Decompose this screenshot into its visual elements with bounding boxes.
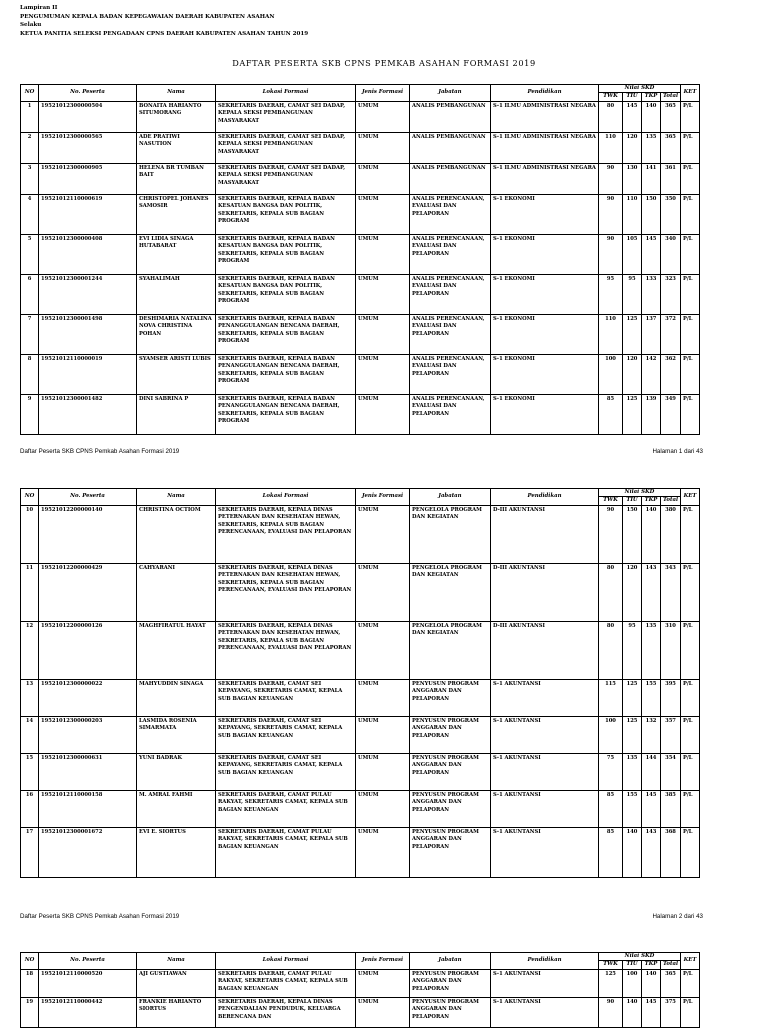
cell-lokasi: SEKRETARIS DAERAH, CAMAT SEI DADAP, KEPALA SEKSI PEMBANGUNAN MASYARAKAT <box>216 163 356 194</box>
cell-lokasi: SEKRETARIS DAERAH, CAMAT SEI KEPAYANG, SEKRETARIS CAMAT, KEPALA SUB BAGIAN KEUANGAN <box>216 716 356 753</box>
cell-no: 7 <box>21 314 39 354</box>
footer-page-number: Halaman 2 dari 43 <box>652 913 703 920</box>
cell-jenis: UMUM <box>356 194 410 234</box>
cell-tkp: 145 <box>642 234 661 274</box>
cell-pendidikan: S-1 AKUNTANSI <box>491 716 599 753</box>
footer-doc-title: Daftar Peserta SKB CPNS Pemkab Asahan Formasi 2019 <box>20 913 180 920</box>
cell-nama: CHRISTOPEL JOHANES SAMOSIR <box>137 194 216 234</box>
cell-no: 12 <box>21 621 39 679</box>
participant-table <box>20 84 700 435</box>
cell-tiu: 95 <box>623 621 642 679</box>
cell-tkp: 150 <box>642 194 661 234</box>
table-row <box>21 621 700 679</box>
cell-twk: 90 <box>599 163 623 194</box>
header-line-announcement: PENGUMUMAN KEPALA BADAN KEPEGAWAIAN DAERAH KABUPATEN ASAHAN <box>20 13 275 20</box>
cell-peserta: 19521012300000565 <box>39 132 137 163</box>
cell-no: 6 <box>21 274 39 314</box>
cell-twk: 90 <box>599 234 623 274</box>
cell-jabatan: PENYUSUN PROGRAM ANGGARAN DAN PELAPORAN <box>410 679 491 716</box>
cell-tkp: 145 <box>642 790 661 827</box>
col-header-total: Total <box>661 497 681 505</box>
cell-pendidikan: S-1 AKUNTANSI <box>491 790 599 827</box>
cell-total: 380 <box>661 505 681 563</box>
col-header-tkp: TKP <box>642 497 661 505</box>
cell-jabatan: PENYUSUN PROGRAM ANGGARAN DAN PELAPORAN <box>410 716 491 753</box>
col-header-education: Pendidikan <box>491 85 599 102</box>
cell-tkp: 145 <box>642 997 661 1027</box>
cell-total: 395 <box>661 679 681 716</box>
cell-jabatan: ANALIS PERENCANAAN, EVALUASI DAN PELAPORAN <box>410 234 491 274</box>
cell-jenis: UMUM <box>356 679 410 716</box>
cell-tiu: 110 <box>623 194 642 234</box>
cell-twk: 90 <box>599 194 623 234</box>
cell-lokasi: SEKRETARIS DAERAH, KEPALA DINAS PETERNAKAN DAN KESEHATAN HEWAN, SEKRETARIS, KEPALA SUB BAGIAN PERENCANAAN, EVALUASI DAN PELAPORAN <box>216 621 356 679</box>
cell-pendidikan: S-1 EKONOMI <box>491 194 599 234</box>
cell-pendidikan: D-III AKUNTANSI <box>491 505 599 563</box>
cell-jabatan: PENYUSUN PROGRAM ANGGARAN DAN PELAPORAN <box>410 790 491 827</box>
col-header-education: Pendidikan <box>491 489 599 506</box>
table-row <box>21 234 700 274</box>
cell-jabatan: ANALIS PEMBANGUNAN <box>410 132 491 163</box>
cell-no: 10 <box>21 505 39 563</box>
cell-nama: CAHYARANI <box>137 563 216 621</box>
cell-jenis: UMUM <box>356 827 410 877</box>
cell-pendidikan: S-1 AKUNTANSI <box>491 997 599 1027</box>
document-title: DAFTAR PESERTA SKB CPNS PEMKAB ASAHAN FORMASI 2019 <box>232 58 536 68</box>
cell-tiu: 135 <box>623 753 642 790</box>
cell-ket: P/L <box>681 997 700 1027</box>
cell-ket: P/L <box>681 314 700 354</box>
cell-total: 365 <box>661 132 681 163</box>
cell-tiu: 105 <box>623 234 642 274</box>
cell-nama: AJI GUSTIAWAN <box>137 969 216 997</box>
cell-tkp: 141 <box>642 163 661 194</box>
col-header-skd-score: Nilai SKD <box>599 85 681 93</box>
col-header-type: Jenis Formasi <box>356 953 410 970</box>
table-row <box>21 354 700 394</box>
cell-pendidikan: S-1 EKONOMI <box>491 274 599 314</box>
footer-doc-title: Daftar Peserta SKB CPNS Pemkab Asahan Formasi 2019 <box>20 448 180 455</box>
table-row <box>21 997 700 1027</box>
cell-tiu: 120 <box>623 354 642 394</box>
cell-lokasi: SEKRETARIS DAERAH, KEPALA DINAS PENGENDALIAN PENDUDUK, KELUARGA BERENCANA DAN <box>216 997 356 1027</box>
cell-lokasi: SEKRETARIS DAERAH, KEPALA BADAN KESATUAN BANGSA DAN POLITIK, SEKRETARIS, KEPALA SUB BAGIAN PROGRAM <box>216 194 356 234</box>
cell-peserta: 19521012200000429 <box>39 563 137 621</box>
col-header-no: NO <box>21 85 39 102</box>
col-header-skd-score: Nilai SKD <box>599 489 681 497</box>
cell-pendidikan: S-1 ILMU ADMINISTRASI NEGARA <box>491 132 599 163</box>
cell-peserta: 19521012110000619 <box>39 194 137 234</box>
cell-lokasi: SEKRETARIS DAERAH, KEPALA BADAN KESATUAN BANGSA DAN POLITIK, SEKRETARIS, KEPALA SUB BAGIAN PROGRAM <box>216 234 356 274</box>
cell-jabatan: ANALIS PERENCANAAN, EVALUASI DAN PELAPORAN <box>410 354 491 394</box>
cell-jabatan: ANALIS PERENCANAAN, EVALUASI DAN PELAPORAN <box>410 194 491 234</box>
cell-jabatan: ANALIS PERENCANAAN, EVALUASI DAN PELAPORAN <box>410 314 491 354</box>
cell-total: 385 <box>661 790 681 827</box>
cell-tkp: 140 <box>642 969 661 997</box>
cell-twk: 100 <box>599 354 623 394</box>
cell-jabatan: ANALIS PERENCANAAN, EVALUASI DAN PELAPORAN <box>410 274 491 314</box>
cell-pendidikan: S-1 EKONOMI <box>491 234 599 274</box>
cell-peserta: 19521012300001244 <box>39 274 137 314</box>
cell-total: 361 <box>661 163 681 194</box>
cell-nama: EVI LIDIA SINAGA HUTABARAT <box>137 234 216 274</box>
cell-no: 18 <box>21 969 39 997</box>
cell-ket: P/L <box>681 394 700 434</box>
cell-tkp: 137 <box>642 314 661 354</box>
cell-tiu: 120 <box>623 132 642 163</box>
cell-twk: 90 <box>599 505 623 563</box>
cell-lokasi: SEKRETARIS DAERAH, KEPALA DINAS PETERNAKAN DAN KESEHATAN HEWAN, SEKRETARIS, KEPALA SUB BAGIAN PERENCANAAN, EVALUASI DAN PELAPORAN <box>216 505 356 563</box>
cell-ket: P/L <box>681 969 700 997</box>
cell-total: 323 <box>661 274 681 314</box>
cell-nama: MAHYUDDIN SINAGA <box>137 679 216 716</box>
cell-jabatan: PENYUSUN PROGRAM ANGGARAN DAN PELAPORAN <box>410 997 491 1027</box>
cell-tiu: 125 <box>623 314 642 354</box>
cell-jabatan: PENYUSUN PROGRAM ANGGARAN DAN PELAPORAN <box>410 969 491 997</box>
cell-lokasi: SEKRETARIS DAERAH, CAMAT PULAU RAKYAT, SEKRETARIS CAMAT, KEPALA SUB BAGIAN KEUANGAN <box>216 790 356 827</box>
cell-jabatan: PENYUSUN PROGRAM ANGGARAN DAN PELAPORAN <box>410 753 491 790</box>
col-header-participant-number: No. Peserta <box>39 953 137 970</box>
cell-pendidikan: S-1 EKONOMI <box>491 354 599 394</box>
cell-tiu: 145 <box>623 101 642 132</box>
col-header-no: NO <box>21 489 39 506</box>
col-header-position: Jabatan <box>410 489 491 506</box>
table-row <box>21 563 700 621</box>
cell-nama: CHRISTINA OCTIOM <box>137 505 216 563</box>
cell-jabatan: PENGELOLA PROGRAM DAN KEGIATAN <box>410 621 491 679</box>
cell-twk: 75 <box>599 753 623 790</box>
cell-tkp: 133 <box>642 274 661 314</box>
cell-nama: SYAMSER ARISTI LUBIS <box>137 354 216 394</box>
cell-nama: SYAHALIMAH <box>137 274 216 314</box>
cell-ket: P/L <box>681 790 700 827</box>
cell-ket: P/L <box>681 753 700 790</box>
table-row <box>21 827 700 877</box>
cell-pendidikan: S-1 EKONOMI <box>491 314 599 354</box>
col-header-twk: TWK <box>599 93 623 101</box>
col-header-type: Jenis Formasi <box>356 489 410 506</box>
cell-peserta: 19521012200000126 <box>39 621 137 679</box>
col-header-position: Jabatan <box>410 953 491 970</box>
cell-total: 354 <box>661 753 681 790</box>
col-header-total: Total <box>661 93 681 101</box>
cell-jenis: UMUM <box>356 505 410 563</box>
cell-lokasi: SEKRETARIS DAERAH, KEPALA BADAN KESATUAN BANGSA DAN POLITIK, SEKRETARIS, KEPALA SUB BAGIAN PROGRAM <box>216 274 356 314</box>
cell-jenis: UMUM <box>356 790 410 827</box>
cell-jabatan: ANALIS PERENCANAAN, EVALUASI DAN PELAPORAN <box>410 394 491 434</box>
cell-pendidikan: S-1 AKUNTANSI <box>491 969 599 997</box>
cell-tkp: 140 <box>642 505 661 563</box>
cell-no: 2 <box>21 132 39 163</box>
cell-lokasi: SEKRETARIS DAERAH, CAMAT PULAU RAKYAT, SEKRETARIS CAMAT, KEPALA SUB BAGIAN KEUANGAN <box>216 827 356 877</box>
cell-twk: 85 <box>599 827 623 877</box>
table-row <box>21 790 700 827</box>
cell-peserta: 19521012300000905 <box>39 163 137 194</box>
col-header-tiu: TIU <box>623 961 642 969</box>
cell-pendidikan: D-III AKUNTANSI <box>491 563 599 621</box>
col-header-position: Jabatan <box>410 85 491 102</box>
cell-tiu: 95 <box>623 274 642 314</box>
cell-peserta: 19521012300000408 <box>39 234 137 274</box>
cell-ket: P/L <box>681 132 700 163</box>
col-header-no: NO <box>21 953 39 970</box>
cell-jabatan: PENYUSUN PROGRAM ANGGARAN DAN PELAPORAN <box>410 827 491 877</box>
cell-lokasi: SEKRETARIS DAERAH, CAMAT SEI KEPAYANG, SEKRETARIS CAMAT, KEPALA SUB BAGIAN KEUANGAN <box>216 753 356 790</box>
table-row <box>21 716 700 753</box>
cell-peserta: 19521012110000019 <box>39 354 137 394</box>
cell-no: 13 <box>21 679 39 716</box>
col-header-skd-score: Nilai SKD <box>599 953 681 961</box>
col-header-name: Nama <box>137 489 216 506</box>
cell-tiu: 125 <box>623 679 642 716</box>
cell-twk: 115 <box>599 679 623 716</box>
cell-lokasi: SEKRETARIS DAERAH, KEPALA BADAN PENANGGULANGAN BENCANA DAERAH, SEKRETARIS, KEPALA SUB BAGIAN PROGRAM <box>216 394 356 434</box>
cell-ket: P/L <box>681 563 700 621</box>
cell-twk: 80 <box>599 621 623 679</box>
cell-no: 4 <box>21 194 39 234</box>
cell-tkp: 135 <box>642 621 661 679</box>
cell-nama: DESHIMARIA NATALINA NOVA CHRISTINA POHAN <box>137 314 216 354</box>
cell-lokasi: SEKRETARIS DAERAH, CAMAT SEI KEPAYANG, SEKRETARIS CAMAT, KEPALA SUB BAGIAN KEUANGAN <box>216 679 356 716</box>
cell-lokasi: SEKRETARIS DAERAH, KEPALA BADAN PENANGGULANGAN BENCANA DAERAH, SEKRETARIS, KEPALA SUB BAGIAN PROGRAM <box>216 354 356 394</box>
col-header-location: Lokasi Formasi <box>216 489 356 506</box>
col-header-twk: TWK <box>599 961 623 969</box>
cell-total: 310 <box>661 621 681 679</box>
cell-twk: 80 <box>599 101 623 132</box>
cell-peserta: 19521012110000442 <box>39 997 137 1027</box>
col-header-tkp: TKP <box>642 961 661 969</box>
cell-pendidikan: D-III AKUNTANSI <box>491 621 599 679</box>
table-row <box>21 274 700 314</box>
cell-ket: P/L <box>681 621 700 679</box>
cell-lokasi: SEKRETARIS DAERAH, KEPALA BADAN PENANGGULANGAN BENCANA DAERAH, SEKRETARIS, KEPALA SUB BAGIAN PROGRAM <box>216 314 356 354</box>
cell-no: 17 <box>21 827 39 877</box>
cell-jenis: UMUM <box>356 132 410 163</box>
cell-tiu: 120 <box>623 563 642 621</box>
cell-ket: P/L <box>681 716 700 753</box>
cell-twk: 80 <box>599 563 623 621</box>
cell-total: 365 <box>661 969 681 997</box>
col-header-participant-number: No. Peserta <box>39 489 137 506</box>
cell-tiu: 100 <box>623 969 642 997</box>
cell-total: 362 <box>661 354 681 394</box>
cell-nama: EVI E. SIORTUS <box>137 827 216 877</box>
cell-tiu: 140 <box>623 827 642 877</box>
cell-jenis: UMUM <box>356 101 410 132</box>
cell-nama: FRANKIE HARIANTO SIORTUS <box>137 997 216 1027</box>
cell-total: 372 <box>661 314 681 354</box>
cell-ket: P/L <box>681 163 700 194</box>
cell-nama: ADE PRATIWI NASUTION <box>137 132 216 163</box>
table-row <box>21 679 700 716</box>
cell-twk: 85 <box>599 790 623 827</box>
table-row <box>21 969 700 997</box>
cell-jabatan: PENGELOLA PROGRAM DAN KEGIATAN <box>410 505 491 563</box>
cell-jenis: UMUM <box>356 234 410 274</box>
cell-lokasi: SEKRETARIS DAERAH, CAMAT SEI DADAP, KEPALA SEKSI PEMBANGUNAN MASYARAKAT <box>216 132 356 163</box>
cell-peserta: 19521012110000520 <box>39 969 137 997</box>
cell-tkp: 144 <box>642 753 661 790</box>
col-header-tiu: TIU <box>623 93 642 101</box>
cell-total: 357 <box>661 716 681 753</box>
cell-no: 5 <box>21 234 39 274</box>
cell-tkp: 155 <box>642 679 661 716</box>
col-header-total: Total <box>661 961 681 969</box>
cell-tiu: 130 <box>623 163 642 194</box>
col-header-location: Lokasi Formasi <box>216 85 356 102</box>
table-row <box>21 394 700 434</box>
cell-tkp: 142 <box>642 354 661 394</box>
participant-table <box>20 952 700 1028</box>
cell-total: 350 <box>661 194 681 234</box>
cell-total: 368 <box>661 827 681 877</box>
cell-tkp: 132 <box>642 716 661 753</box>
col-header-remark: KET <box>681 953 700 970</box>
cell-jabatan: ANALIS PEMBANGUNAN <box>410 101 491 132</box>
cell-twk: 110 <box>599 132 623 163</box>
cell-no: 8 <box>21 354 39 394</box>
cell-tiu: 150 <box>623 505 642 563</box>
cell-ket: P/L <box>681 827 700 877</box>
table-row <box>21 194 700 234</box>
cell-peserta: 19521012300000631 <box>39 753 137 790</box>
col-header-participant-number: No. Peserta <box>39 85 137 102</box>
cell-peserta: 19521012200000140 <box>39 505 137 563</box>
cell-ket: P/L <box>681 274 700 314</box>
participant-table <box>20 488 700 878</box>
cell-jabatan: ANALIS PEMBANGUNAN <box>410 163 491 194</box>
cell-peserta: 19521012300000022 <box>39 679 137 716</box>
table-row <box>21 505 700 563</box>
cell-twk: 100 <box>599 716 623 753</box>
cell-peserta: 19521012300001672 <box>39 827 137 877</box>
cell-jenis: UMUM <box>356 716 410 753</box>
cell-tkp: 140 <box>642 101 661 132</box>
cell-jenis: UMUM <box>356 621 410 679</box>
cell-tkp: 143 <box>642 827 661 877</box>
cell-jenis: UMUM <box>356 753 410 790</box>
col-header-type: Jenis Formasi <box>356 85 410 102</box>
document-header <box>20 4 740 38</box>
cell-twk: 90 <box>599 997 623 1027</box>
cell-ket: P/L <box>681 101 700 132</box>
cell-jenis: UMUM <box>356 563 410 621</box>
cell-peserta: 19521012300000504 <box>39 101 137 132</box>
cell-jenis: UMUM <box>356 163 410 194</box>
cell-total: 343 <box>661 563 681 621</box>
cell-tkp: 143 <box>642 563 661 621</box>
cell-total: 340 <box>661 234 681 274</box>
cell-ket: P/L <box>681 234 700 274</box>
cell-ket: P/L <box>681 679 700 716</box>
cell-no: 14 <box>21 716 39 753</box>
cell-twk: 110 <box>599 314 623 354</box>
cell-jenis: UMUM <box>356 354 410 394</box>
cell-nama: M. AMRAL FAHMI <box>137 790 216 827</box>
table-row <box>21 132 700 163</box>
cell-nama: MAGHFIRATUL HAYAT <box>137 621 216 679</box>
cell-pendidikan: S-1 ILMU ADMINISTRASI NEGARA <box>491 163 599 194</box>
cell-pendidikan: S-1 AKUNTANSI <box>491 679 599 716</box>
cell-no: 16 <box>21 790 39 827</box>
cell-jenis: UMUM <box>356 394 410 434</box>
cell-jenis: UMUM <box>356 997 410 1027</box>
cell-jenis: UMUM <box>356 314 410 354</box>
cell-jenis: UMUM <box>356 274 410 314</box>
col-header-twk: TWK <box>599 497 623 505</box>
cell-no: 3 <box>21 163 39 194</box>
cell-tiu: 125 <box>623 394 642 434</box>
cell-no: 9 <box>21 394 39 434</box>
cell-no: 15 <box>21 753 39 790</box>
col-header-education: Pendidikan <box>491 953 599 970</box>
col-header-remark: KET <box>681 85 700 102</box>
cell-tiu: 140 <box>623 997 642 1027</box>
cell-lokasi: SEKRETARIS DAERAH, CAMAT SEI DADAP, KEPALA SEKSI PEMBANGUNAN MASYARAKAT <box>216 101 356 132</box>
cell-twk: 95 <box>599 274 623 314</box>
header-line-selaku: Selaku <box>20 22 42 29</box>
cell-twk: 125 <box>599 969 623 997</box>
col-header-name: Nama <box>137 85 216 102</box>
cell-nama: YUNI BADRAK <box>137 753 216 790</box>
cell-tiu: 155 <box>623 790 642 827</box>
cell-peserta: 19521012110000158 <box>39 790 137 827</box>
table-row <box>21 753 700 790</box>
cell-peserta: 19521012300000203 <box>39 716 137 753</box>
cell-jabatan: PENGELOLA PROGRAM DAN KEGIATAN <box>410 563 491 621</box>
header-line-committee: KETUA PANITIA SELEKSI PENGADAAN CPNS DAERAH KABUPATEN ASAHAN TAHUN 2019 <box>20 30 309 37</box>
col-header-location: Lokasi Formasi <box>216 953 356 970</box>
cell-tiu: 125 <box>623 716 642 753</box>
col-header-name: Nama <box>137 953 216 970</box>
cell-nama: BONAITA HARIANTO SITUMORANG <box>137 101 216 132</box>
cell-pendidikan: S-1 EKONOMI <box>491 394 599 434</box>
cell-nama: LASMIDA ROSENIA SIMARMATA <box>137 716 216 753</box>
cell-ket: P/L <box>681 505 700 563</box>
col-header-remark: KET <box>681 489 700 506</box>
cell-no: 1 <box>21 101 39 132</box>
cell-total: 349 <box>661 394 681 434</box>
cell-no: 19 <box>21 997 39 1027</box>
cell-lokasi: SEKRETARIS DAERAH, CAMAT PULAU RAKYAT, SEKRETARIS CAMAT, KEPALA SUB BAGIAN KEUANGAN <box>216 969 356 997</box>
cell-pendidikan: S-1 AKUNTANSI <box>491 753 599 790</box>
cell-pendidikan: S-1 ILMU ADMINISTRASI NEGARA <box>491 101 599 132</box>
cell-jenis: UMUM <box>356 969 410 997</box>
table-row <box>21 314 700 354</box>
cell-total: 365 <box>661 101 681 132</box>
cell-peserta: 19521012300001482 <box>39 394 137 434</box>
col-header-tiu: TIU <box>623 497 642 505</box>
cell-nama: DINI SABRINA P <box>137 394 216 434</box>
cell-lokasi: SEKRETARIS DAERAH, KEPALA DINAS PETERNAKAN DAN KESEHATAN HEWAN, SEKRETARIS, KEPALA SUB BAGIAN PERENCANAAN, EVALUASI DAN PELAPORAN <box>216 563 356 621</box>
table-row <box>21 101 700 132</box>
cell-ket: P/L <box>681 194 700 234</box>
cell-ket: P/L <box>681 354 700 394</box>
cell-twk: 85 <box>599 394 623 434</box>
cell-pendidikan: S-1 AKUNTANSI <box>491 827 599 877</box>
cell-no: 11 <box>21 563 39 621</box>
footer-page-number: Halaman 1 dari 43 <box>652 448 703 455</box>
cell-peserta: 19521012300001498 <box>39 314 137 354</box>
cell-total: 375 <box>661 997 681 1027</box>
table-row <box>21 163 700 194</box>
cell-tkp: 135 <box>642 132 661 163</box>
header-line-attachment: Lampiran II <box>20 5 58 11</box>
cell-tkp: 139 <box>642 394 661 434</box>
col-header-tkp: TKP <box>642 93 661 101</box>
cell-nama: HELENA BR TUMBAN BAIT <box>137 163 216 194</box>
